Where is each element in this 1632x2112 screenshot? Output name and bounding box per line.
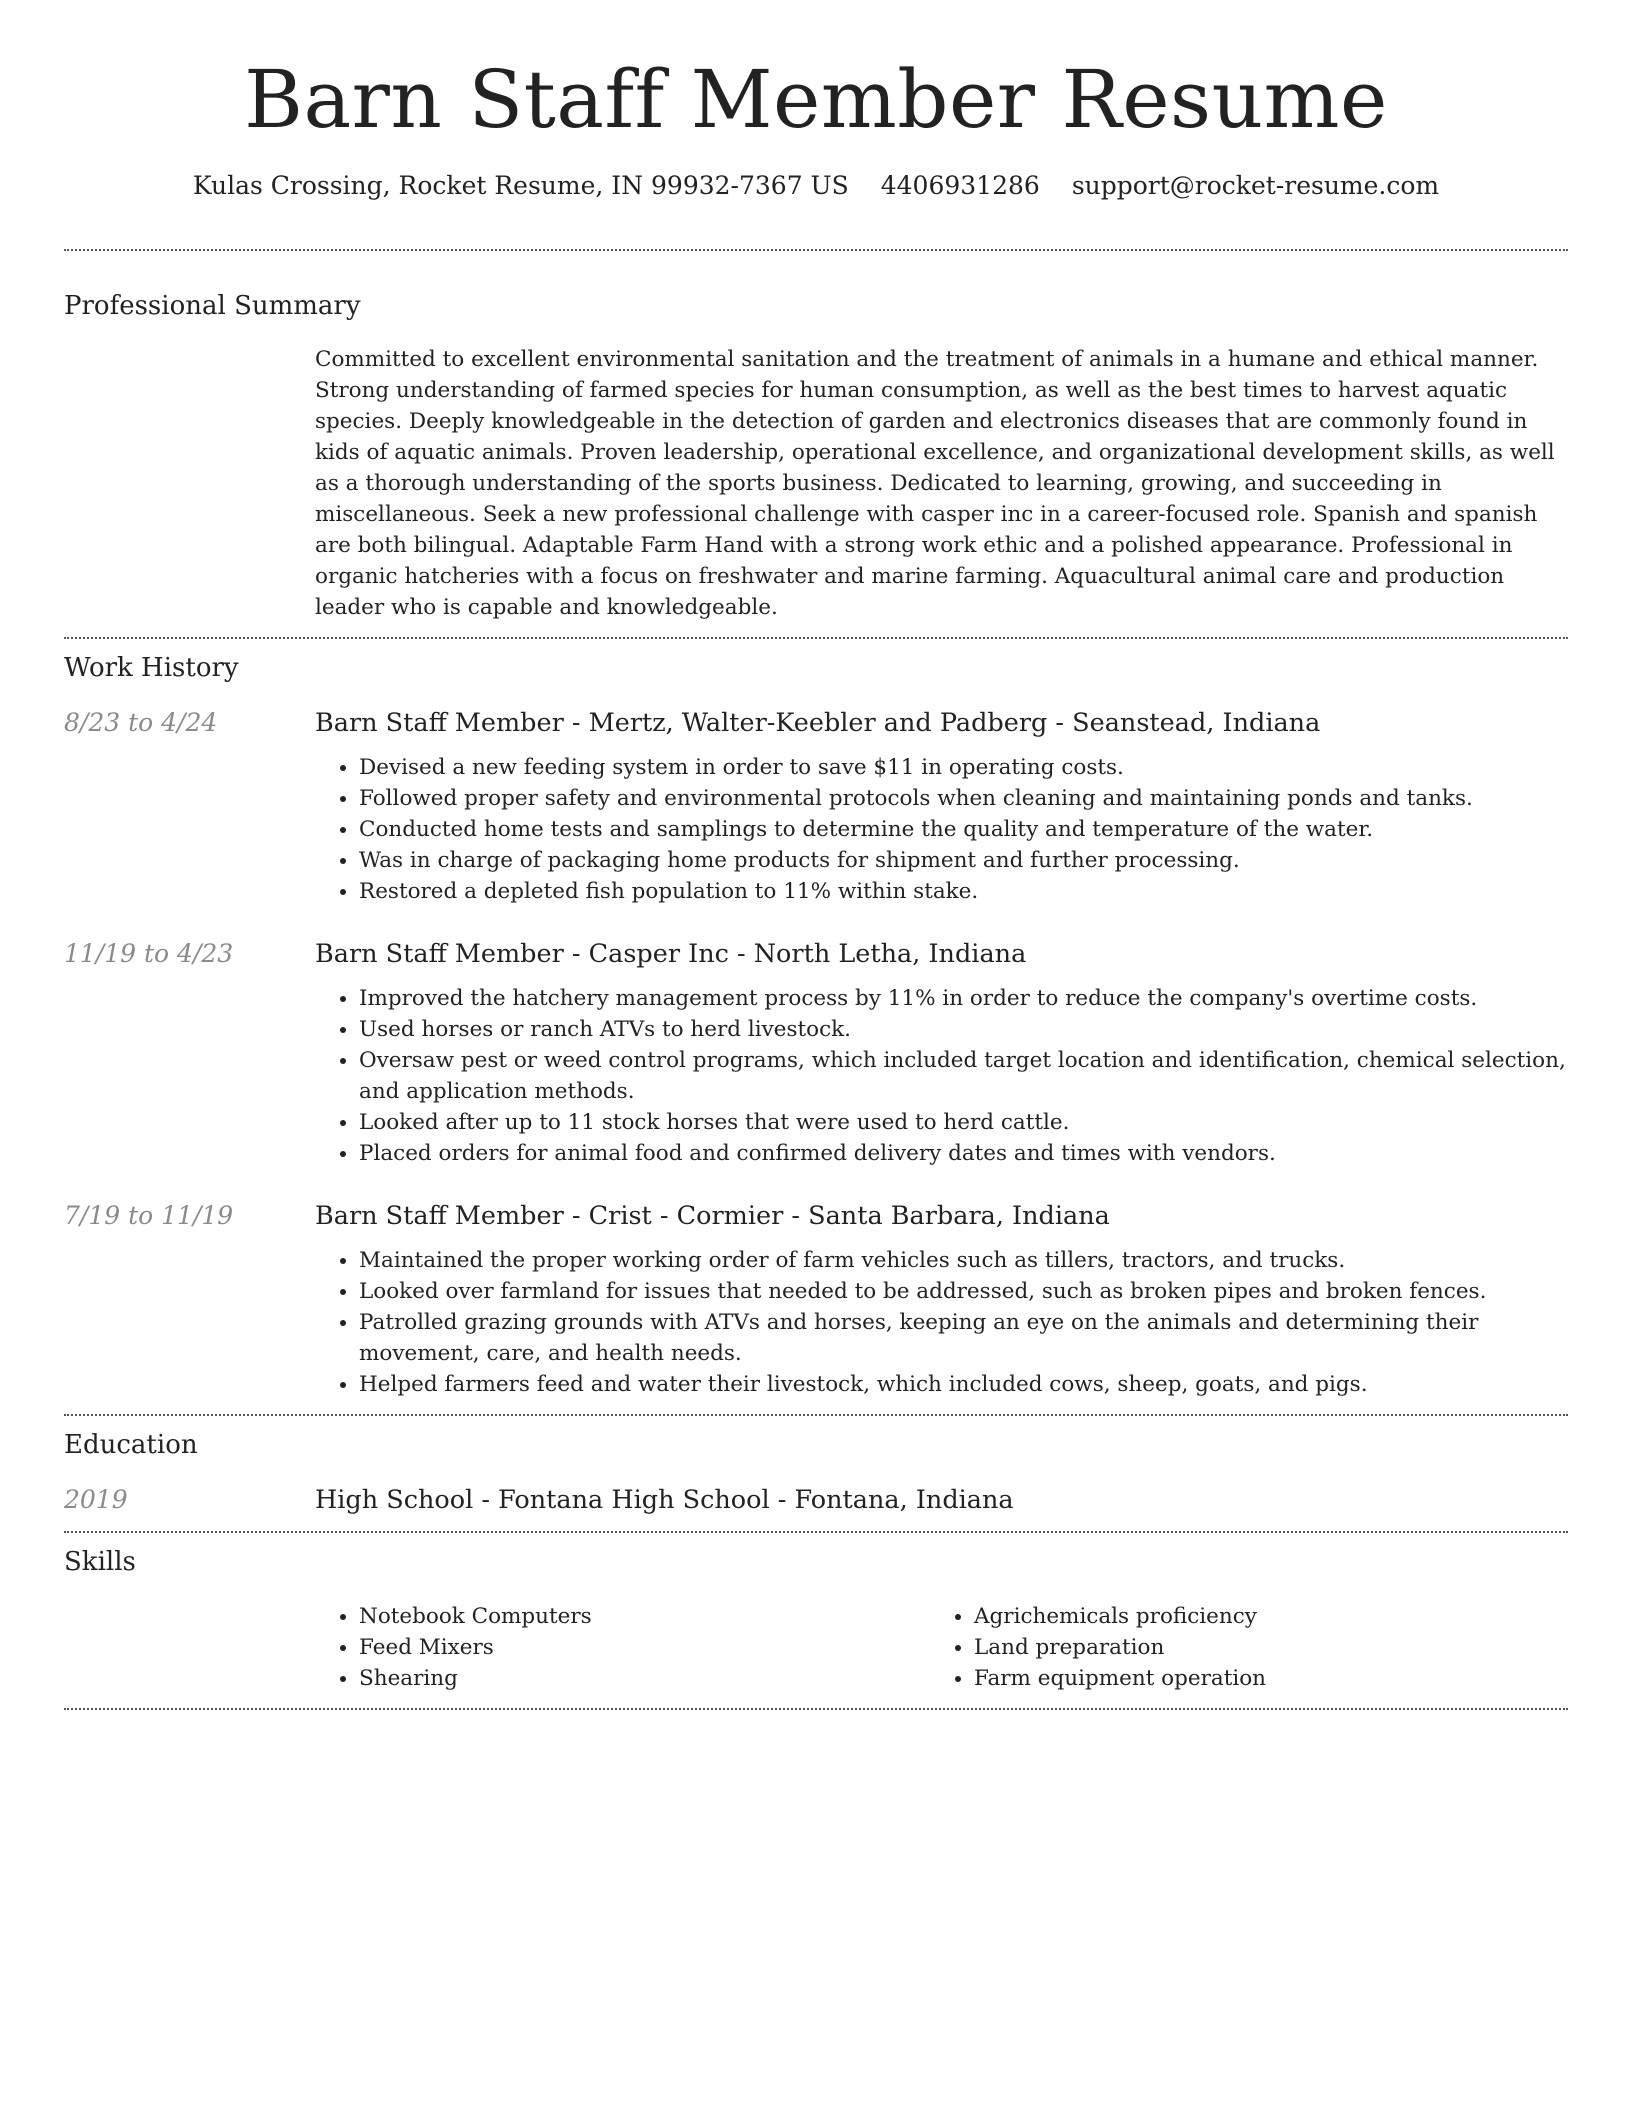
skills-row: [64, 1601, 1568, 1694]
job-bullet: • Improved the hatchery management process by 11% in order to reduce the company's overtime costs.: [359, 983, 1568, 1014]
contact-address: Kulas Crossing, Rocket Resume, IN 99932-7367 US: [192, 171, 849, 200]
job-entry: [64, 706, 1568, 907]
skills-spacer: [64, 1601, 315, 1694]
contact-phone: 4406931286: [880, 171, 1040, 200]
job-bullet: • Looked over farmland for issues that needed to be addressed, such as broken pipes and broken fences.: [359, 1276, 1568, 1307]
divider: [64, 1531, 1568, 1533]
job-dates: 11/19 to 4/23: [64, 939, 234, 968]
job-bullet: • Followed proper safety and environmental protocols when cleaning and maintaining ponds and tanks.: [359, 783, 1568, 814]
resume-title: Barn Staff Member Resume: [244, 53, 1388, 146]
job-body: [315, 706, 1568, 907]
job-dates: 7/19 to 11/19: [64, 1201, 234, 1230]
skill-item: • Notebook Computers: [359, 1601, 930, 1632]
divider: [64, 637, 1568, 639]
skill-item: • Shearing: [359, 1663, 930, 1694]
contact-email: support@rocket-resume.com: [1071, 171, 1440, 200]
job-bullets: [315, 752, 1568, 907]
section-title-summary: Professional Summary: [64, 291, 361, 321]
job-bullet: • Looked after up to 11 stock horses that were used to herd cattle.: [359, 1107, 1568, 1138]
job-bullet: • Helped farmers feed and water their livestock, which included cows, sheep, goats, and pigs.: [359, 1369, 1568, 1400]
divider: [64, 1414, 1568, 1416]
job-bullets: [315, 1245, 1568, 1400]
job-bullet: • Patrolled grazing grounds with ATVs and horses, keeping an eye on the animals and determining their movement, care, and health needs.: [359, 1307, 1568, 1369]
education-entry: [64, 1483, 1568, 1517]
divider: [64, 1708, 1568, 1710]
summary-row: [64, 344, 1568, 623]
job-entry: [64, 937, 1568, 1169]
education-year: 2019: [64, 1485, 128, 1514]
skills-body: [315, 1601, 1568, 1694]
skills-list-right: [930, 1601, 1545, 1694]
skill-item: • Farm equipment operation: [974, 1663, 1545, 1694]
job-body: [315, 1199, 1568, 1400]
job-title: Barn Staff Member - Crist - Cormier - Santa Barbara, Indiana: [315, 1201, 1110, 1231]
education-title: High School - Fontana High School - Fontana, Indiana: [315, 1485, 1014, 1515]
skill-item: • Feed Mixers: [359, 1632, 930, 1663]
job-bullets: [315, 983, 1568, 1169]
section-title-education: Education: [64, 1430, 198, 1460]
skill-item: • Land preparation: [974, 1632, 1545, 1663]
job-bullet: • Restored a depleted fish population to 11% within stake.: [359, 876, 1568, 907]
section-title-work-history: Work History: [64, 653, 239, 683]
education-body: [315, 1483, 1568, 1517]
job-bullet: • Maintained the proper working order of farm vehicles such as tillers, tractors, and trucks.: [359, 1245, 1568, 1276]
contact-line: [64, 170, 1568, 202]
section-title-skills: Skills: [64, 1547, 136, 1577]
job-title: Barn Staff Member - Mertz, Walter-Keebler and Padberg - Seanstead, Indiana: [315, 708, 1321, 738]
job-body: [315, 937, 1568, 1169]
summary-body: [315, 344, 1568, 623]
job-bullet: • Conducted home tests and samplings to determine the quality and temperature of the water.: [359, 814, 1568, 845]
skill-item: • Agrichemicals proficiency: [974, 1601, 1545, 1632]
job-bullet: • Devised a new feeding system in order to save $11 in operating costs.: [359, 752, 1568, 783]
divider: [64, 249, 1568, 251]
skills-grid: [315, 1601, 1568, 1694]
job-entry: [64, 1199, 1568, 1400]
job-bullet: • Was in charge of packaging home products for shipment and further processing.: [359, 845, 1568, 876]
job-title: Barn Staff Member - Casper Inc - North Letha, Indiana: [315, 939, 1027, 969]
summary-text: Committed to excellent environmental sanitation and the treatment of animals in a humane and ethical manner. Strong understanding of farmed species for human consumption, as well as the best times to harvest aquatic species. Deeply knowledgeable in the detection of garden and electronics diseases that are commonly found in kids of aquatic animals. Proven leadership, operational excellence, and organizational development skills, as well as a thorough understanding of the sports business. Dedicated to learning, growing, and succeeding in miscellaneous. Seek a new professional challenge with casper inc in a career-focused role. Spanish and spanish are both bilingual. Adaptable Farm Hand with a strong work ethic and a polished appearance. Professional in organic hatcheries with a focus on freshwater and marine farming. Aquacultural animal care and production leader who is capable and knowledgeable.: [315, 347, 1555, 620]
job-bullet: • Used horses or ranch ATVs to herd livestock.: [359, 1014, 1568, 1045]
summary-spacer: [64, 344, 315, 623]
skills-list-left: [315, 1601, 930, 1694]
job-bullet: • Oversaw pest or weed control programs, which included target location and identification, chemical selection, and application methods.: [359, 1045, 1568, 1107]
job-dates: 8/23 to 4/24: [64, 708, 218, 737]
job-bullet: • Placed orders for animal food and confirmed delivery dates and times with vendors.: [359, 1138, 1568, 1169]
